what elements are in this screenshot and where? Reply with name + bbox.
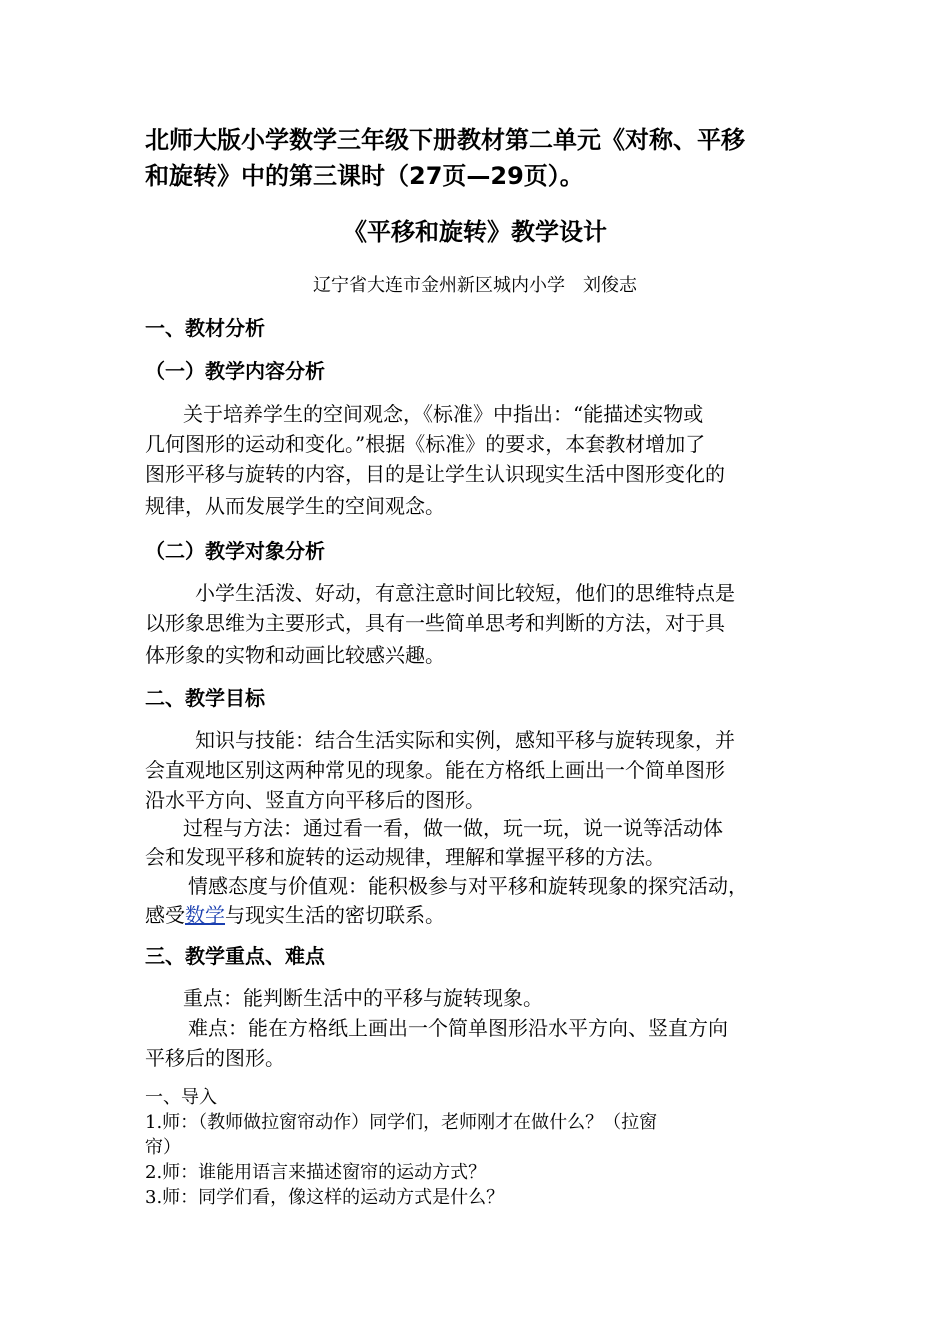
text-span: 与现实生活的密切联系。 — [225, 903, 445, 927]
paragraph-line: 知识与技能：结合生活实际和实例，感知平移与旋转现象，并 — [195, 728, 735, 752]
paragraph-line: 重点：能判断生活中的平移与旋转现象。 — [183, 986, 543, 1010]
paragraph-line: 以形象思维为主要形式，具有一些简单思考和判断的方法，对于具 — [145, 611, 725, 635]
section-heading-key-points: 三、教学重点、难点 — [145, 944, 325, 968]
paragraph-line: 沿水平方向、竖直方向平移后的图形。 — [145, 788, 485, 812]
paragraph-line: 难点：能在方格纸上画出一个简单图形沿水平方向、竖直方向 — [188, 1016, 728, 1040]
text-span: 感受 — [145, 903, 185, 927]
paragraph-line: 图形平移与旋转的内容，目的是让学生认识现实生活中图形变化的 — [145, 462, 725, 486]
math-link[interactable]: 数学 — [185, 903, 225, 927]
paragraph-line: 体形象的实物和动画比较感兴趣。 — [145, 643, 445, 667]
section-heading-teaching-goals: 二、教学目标 — [145, 686, 265, 710]
paragraph-line: 平移后的图形。 — [145, 1046, 285, 1070]
author-line: 辽宁省大连市金州新区城内小学 刘俊志 — [313, 275, 637, 296]
section-heading-textbook-analysis: 一、教材分析 — [145, 316, 265, 340]
header-line-1: 北师大版小学数学三年级下册教材第二单元《对称、平移 — [145, 126, 745, 154]
paragraph-line: 规律，从而发展学生的空间观念。 — [145, 494, 445, 518]
subheading-content-analysis: （一）教学内容分析 — [145, 359, 325, 383]
paragraph-line: 会和发现平移和旋转的运动规律，理解和掌握平移的方法。 — [145, 845, 665, 869]
paragraph-line: 几何图形的运动和变化。”根据《标准》的要求，本套教材增加了 — [145, 432, 706, 456]
section-heading-introduction: 一、导入 — [145, 1087, 217, 1108]
list-item: 帘） — [145, 1137, 181, 1158]
header-line-2: 和旋转》中的第三课时（27页—29页）。 — [145, 162, 584, 190]
list-item: 3.师：同学们看，像这样的运动方式是什么？ — [145, 1187, 505, 1208]
paragraph-line: 会直观地区别这两种常见的现象。能在方格纸上画出一个简单图形 — [145, 758, 725, 782]
document-title: 《平移和旋转》教学设计 — [343, 218, 607, 246]
paragraph-line: 关于培养学生的空间观念，《标准》中指出：“能描述实物或 — [183, 402, 704, 426]
list-item: 2.师：谁能用语言来描述窗帘的运动方式？ — [145, 1162, 487, 1183]
list-item: 1.师：（教师做拉窗帘动作）同学们，老师刚才在做什么？（拉窗 — [145, 1112, 658, 1133]
paragraph-line: 小学生活泼、好动，有意注意时间比较短，他们的思维特点是 — [195, 581, 735, 605]
paragraph-line: 情感态度与价值观：能积极参与对平移和旋转现象的探究活动， — [188, 874, 748, 898]
paragraph-line — [145, 899, 445, 928]
paragraph-line: 过程与方法：通过看一看，做一做，玩一玩，说一说等活动体 — [183, 816, 723, 840]
subheading-student-analysis: （二）教学对象分析 — [145, 539, 325, 563]
